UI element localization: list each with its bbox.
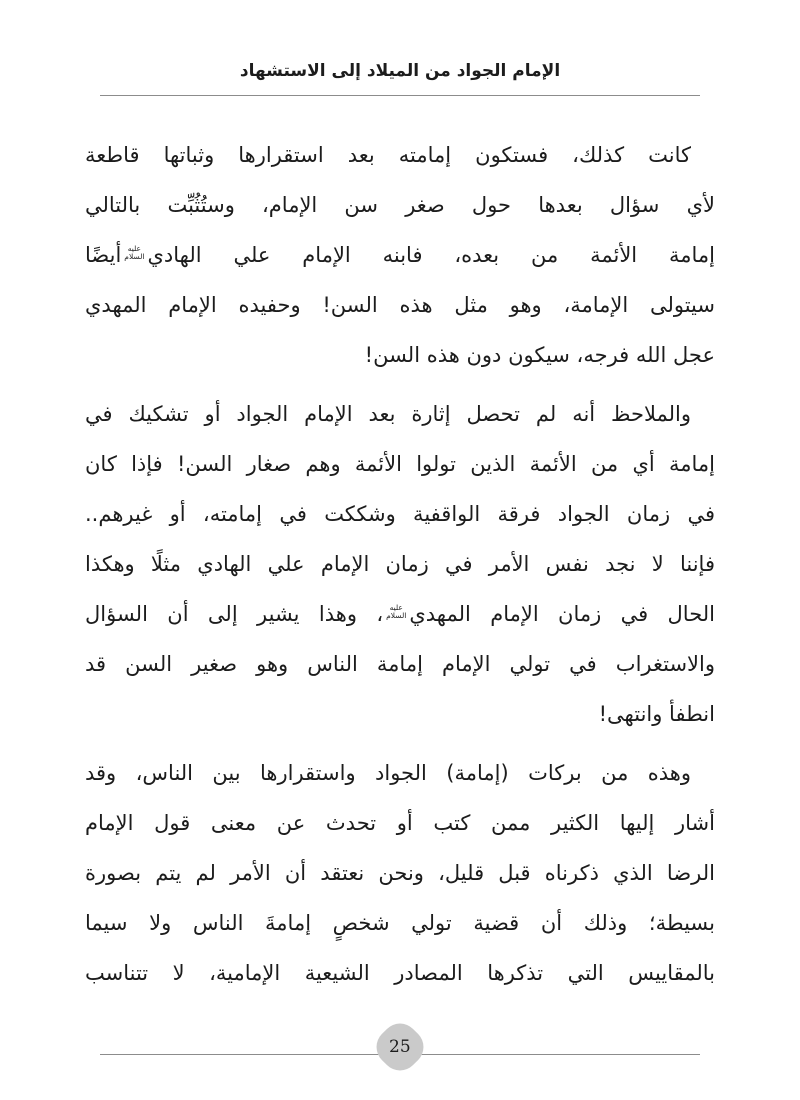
text-line — [85, 539, 715, 589]
text-line — [85, 389, 715, 439]
text-line — [85, 639, 715, 689]
text-line — [85, 180, 715, 230]
header-divider — [100, 95, 700, 96]
text-line — [85, 130, 715, 180]
text-line — [85, 489, 715, 539]
text-run: بسيطة؛ وذلك أن قضية تولي شخصٍ إمامةَ الناس ولا سيما — [85, 911, 715, 936]
text-run: والاستغراب في تولي الإمام إمامة الناس وهو صغير السن قد — [85, 652, 715, 677]
page-header — [0, 0, 800, 96]
text-line — [85, 948, 715, 998]
text-run: إمامة أي من الأئمة الذين تولوا الأئمة وهم صغار السن! فإذا كان — [85, 452, 715, 477]
text-run: سيتولى الإمامة، وهو مثل هذه السن! وحفيده الإمام المهدي — [85, 293, 715, 318]
text-line — [85, 589, 715, 639]
body-text — [0, 130, 800, 998]
text-run: فإننا لا نجد نفس الأمر في زمان الإمام علي الهادي مثلًا وهكذا — [85, 552, 715, 577]
text-run: وهذه من بركات (إمامة) الجواد واستقرارها بين الناس، وقد — [85, 761, 691, 786]
text-run: الحال في زمان الإمام المهدي — [409, 602, 715, 627]
text-line — [85, 280, 715, 330]
honorific-mark — [124, 245, 144, 262]
text-run: لأي سؤال بعدها حول صغر سن الإمام، وستُثُبِّت بالتالي — [85, 193, 715, 218]
page-title: الإمام الجواد من الميلاد إلى الاستشهاد — [239, 61, 561, 81]
text-run: الرضا الذي ذكرناه قبل قليل، ونحن نعتقد أن الأمر لم يتم بصورة — [85, 861, 715, 886]
text-run: والملاحظ أنه لم تحصل إثارة بعد الإمام الجواد أو تشكيك في — [85, 402, 691, 427]
text-run: في زمان الجواد فرقة الواقفية وشككت في إمامته، أو غيرهم.. — [85, 502, 715, 527]
page-number-badge — [369, 1016, 431, 1078]
paragraph — [85, 389, 715, 739]
text-run: أشار إليها الكثير ممن كتب أو تحدث عن معنى قول الإمام — [85, 811, 715, 836]
text-run: أيضًا — [85, 243, 122, 268]
text-line — [85, 230, 715, 280]
text-run: إمامة الأئمة من بعده، فابنه الإمام علي الهادي — [147, 243, 715, 268]
text-line — [85, 689, 715, 739]
page-number: 25 — [389, 1037, 411, 1058]
text-line — [85, 798, 715, 848]
text-line — [85, 439, 715, 489]
text-line — [85, 848, 715, 898]
honorific-mark — [386, 604, 406, 621]
paragraph — [85, 748, 715, 998]
text-run: ، وهذا يشير إلى أن السؤال — [85, 602, 384, 627]
text-line — [85, 748, 715, 798]
paragraph — [85, 130, 715, 380]
text-run: كانت كذلك، فستكون إمامته بعد استقرارها وثباتها قاطعة — [85, 143, 691, 168]
honorific-word: السلام — [386, 611, 407, 621]
honorific-word: عليه — [127, 243, 142, 253]
text-line — [85, 330, 715, 380]
honorific-word: عليه — [389, 602, 403, 612]
text-line — [85, 898, 715, 948]
text-run: بالمقاييس التي تذكرها المصادر الشيعية الإمامية، لا تتناسب — [85, 961, 715, 986]
honorific-word: السلام — [124, 252, 145, 262]
text-run: عجل الله فرجه، سيكون دون هذه السن! — [364, 343, 715, 368]
text-run: انطفأ وانتهى! — [598, 702, 715, 727]
